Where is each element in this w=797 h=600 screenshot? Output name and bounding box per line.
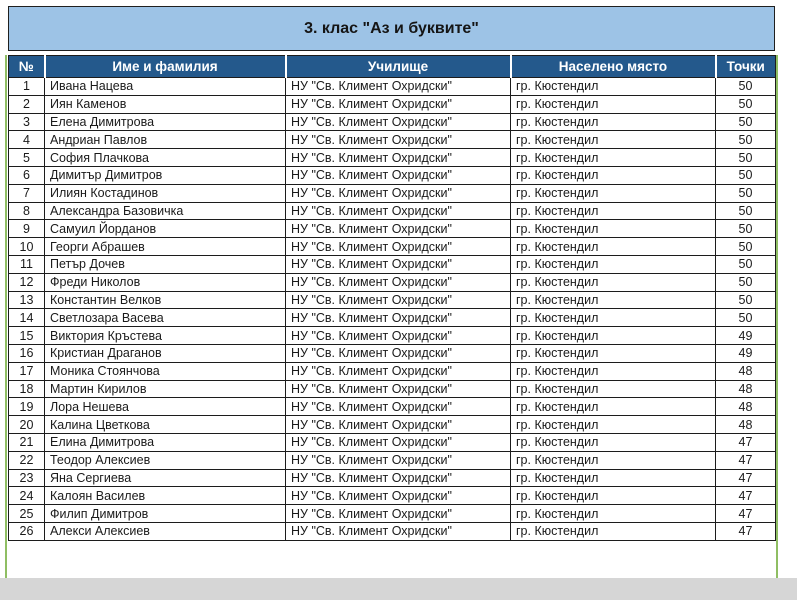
row-number-cell: 3	[9, 113, 45, 131]
row-number-cell: 13	[9, 291, 45, 309]
student-name-cell: Калина Цветкова	[45, 416, 286, 434]
settlement-cell: гр. Кюстендил	[511, 255, 716, 273]
row-number-cell: 6	[9, 166, 45, 184]
points-cell: 50	[716, 309, 776, 327]
table-row	[9, 309, 776, 327]
column-header-points: Точки	[716, 56, 776, 78]
column-header-name: Име и фамилия	[45, 56, 286, 78]
table-row	[9, 344, 776, 362]
table-body	[9, 78, 776, 541]
table-row	[9, 184, 776, 202]
school-cell: НУ "Св. Климент Охридски"	[286, 380, 511, 398]
page-break-line-right	[776, 55, 778, 578]
student-name-cell: Димитър Димитров	[45, 166, 286, 184]
school-cell: НУ "Св. Климент Охридски"	[286, 220, 511, 238]
points-cell: 50	[716, 166, 776, 184]
points-cell: 48	[716, 416, 776, 434]
settlement-cell: гр. Кюстендил	[511, 416, 716, 434]
student-name-cell: Фреди Николов	[45, 273, 286, 291]
student-name-cell: Мартин Кирилов	[45, 380, 286, 398]
table-row	[9, 220, 776, 238]
school-cell: НУ "Св. Климент Охридски"	[286, 78, 511, 96]
table-row	[9, 416, 776, 434]
settlement-cell: гр. Кюстендил	[511, 327, 716, 345]
student-name-cell: Самуил Йорданов	[45, 220, 286, 238]
row-number-cell: 8	[9, 202, 45, 220]
row-number-cell: 16	[9, 344, 45, 362]
points-cell: 47	[716, 505, 776, 523]
table-row	[9, 451, 776, 469]
school-cell: НУ "Св. Климент Охридски"	[286, 273, 511, 291]
school-cell: НУ "Св. Климент Охридски"	[286, 291, 511, 309]
points-cell: 50	[716, 220, 776, 238]
student-name-cell: Ивана Нацева	[45, 78, 286, 96]
settlement-cell: гр. Кюстендил	[511, 380, 716, 398]
school-cell: НУ "Св. Климент Охридски"	[286, 344, 511, 362]
table-row	[9, 113, 776, 131]
table-row	[9, 398, 776, 416]
row-number-cell: 4	[9, 131, 45, 149]
points-cell: 50	[716, 149, 776, 167]
student-name-cell: Теодор Алексиев	[45, 451, 286, 469]
school-cell: НУ "Св. Климент Охридски"	[286, 131, 511, 149]
student-name-cell: Александра Базовичка	[45, 202, 286, 220]
school-cell: НУ "Св. Климент Охридски"	[286, 398, 511, 416]
settlement-cell: гр. Кюстендил	[511, 184, 716, 202]
row-number-cell: 22	[9, 451, 45, 469]
row-number-cell: 5	[9, 149, 45, 167]
school-cell: НУ "Св. Климент Охридски"	[286, 309, 511, 327]
row-number-cell: 10	[9, 238, 45, 256]
school-cell: НУ "Св. Климент Охридски"	[286, 184, 511, 202]
student-name-cell: Моника Стоянчова	[45, 362, 286, 380]
settlement-cell: гр. Кюстендил	[511, 362, 716, 380]
page-margin-strip	[0, 578, 797, 600]
settlement-cell: гр. Кюстендил	[511, 344, 716, 362]
row-number-cell: 26	[9, 522, 45, 540]
page-title: 3. клас "Аз и буквите"	[8, 6, 775, 51]
school-cell: НУ "Св. Климент Охридски"	[286, 433, 511, 451]
student-name-cell: Елена Димитрова	[45, 113, 286, 131]
points-cell: 49	[716, 344, 776, 362]
student-name-cell: Иян Каменов	[45, 95, 286, 113]
points-cell: 50	[716, 255, 776, 273]
table-row	[9, 487, 776, 505]
column-header-settlement: Населено място	[511, 56, 716, 78]
student-name-cell: Лора Нешева	[45, 398, 286, 416]
row-number-cell: 1	[9, 78, 45, 96]
table-row	[9, 469, 776, 487]
student-name-cell: Яна Сергиева	[45, 469, 286, 487]
row-number-cell: 18	[9, 380, 45, 398]
spreadsheet-page	[8, 6, 775, 541]
points-cell: 48	[716, 380, 776, 398]
student-name-cell: Илиян Костадинов	[45, 184, 286, 202]
points-cell: 49	[716, 327, 776, 345]
table-row	[9, 433, 776, 451]
student-name-cell: Петър Дочев	[45, 255, 286, 273]
student-name-cell: Филип Димитров	[45, 505, 286, 523]
school-cell: НУ "Св. Климент Охридски"	[286, 487, 511, 505]
page-break-line-left	[5, 55, 7, 578]
school-cell: НУ "Св. Климент Охридски"	[286, 149, 511, 167]
settlement-cell: гр. Кюстендил	[511, 309, 716, 327]
row-number-cell: 23	[9, 469, 45, 487]
row-number-cell: 12	[9, 273, 45, 291]
student-name-cell: Калоян Василев	[45, 487, 286, 505]
header-row	[9, 56, 776, 78]
settlement-cell: гр. Кюстендил	[511, 95, 716, 113]
student-name-cell: Георги Абрашев	[45, 238, 286, 256]
points-cell: 47	[716, 487, 776, 505]
points-cell: 47	[716, 522, 776, 540]
settlement-cell: гр. Кюстендил	[511, 166, 716, 184]
table-row	[9, 255, 776, 273]
row-number-cell: 17	[9, 362, 45, 380]
school-cell: НУ "Св. Климент Охридски"	[286, 113, 511, 131]
table-row	[9, 505, 776, 523]
row-number-cell: 9	[9, 220, 45, 238]
settlement-cell: гр. Кюстендил	[511, 220, 716, 238]
settlement-cell: гр. Кюстендил	[511, 131, 716, 149]
table-row	[9, 380, 776, 398]
row-number-cell: 11	[9, 255, 45, 273]
student-name-cell: Светлозара Васева	[45, 309, 286, 327]
settlement-cell: гр. Кюстендил	[511, 505, 716, 523]
student-name-cell: Андриан Павлов	[45, 131, 286, 149]
points-cell: 50	[716, 78, 776, 96]
settlement-cell: гр. Кюстендил	[511, 291, 716, 309]
table-row	[9, 273, 776, 291]
school-cell: НУ "Св. Климент Охридски"	[286, 416, 511, 434]
school-cell: НУ "Св. Климент Охридски"	[286, 522, 511, 540]
school-cell: НУ "Св. Климент Охридски"	[286, 166, 511, 184]
table-row	[9, 522, 776, 540]
school-cell: НУ "Св. Климент Охридски"	[286, 238, 511, 256]
student-name-cell: Виктория Кръстева	[45, 327, 286, 345]
school-cell: НУ "Св. Климент Охридски"	[286, 95, 511, 113]
table-row	[9, 327, 776, 345]
row-number-cell: 2	[9, 95, 45, 113]
row-number-cell: 7	[9, 184, 45, 202]
student-name-cell: София Плачкова	[45, 149, 286, 167]
points-cell: 50	[716, 238, 776, 256]
row-number-cell: 14	[9, 309, 45, 327]
row-number-cell: 20	[9, 416, 45, 434]
points-cell: 50	[716, 273, 776, 291]
school-cell: НУ "Св. Климент Охридски"	[286, 202, 511, 220]
settlement-cell: гр. Кюстендил	[511, 469, 716, 487]
settlement-cell: гр. Кюстендил	[511, 433, 716, 451]
student-name-cell: Кристиан Драганов	[45, 344, 286, 362]
settlement-cell: гр. Кюстендил	[511, 451, 716, 469]
table-row	[9, 362, 776, 380]
settlement-cell: гр. Кюстендил	[511, 273, 716, 291]
school-cell: НУ "Св. Климент Охридски"	[286, 362, 511, 380]
points-cell: 47	[716, 469, 776, 487]
row-number-cell: 19	[9, 398, 45, 416]
row-number-cell: 24	[9, 487, 45, 505]
settlement-cell: гр. Кюстендил	[511, 238, 716, 256]
points-cell: 48	[716, 362, 776, 380]
student-name-cell: Елина Димитрова	[45, 433, 286, 451]
points-cell: 50	[716, 113, 776, 131]
table-row	[9, 291, 776, 309]
table-row	[9, 202, 776, 220]
row-number-cell: 25	[9, 505, 45, 523]
column-header-school: Училище	[286, 56, 511, 78]
column-header-number: №	[9, 56, 45, 78]
settlement-cell: гр. Кюстендил	[511, 487, 716, 505]
points-cell: 50	[716, 95, 776, 113]
school-cell: НУ "Св. Климент Охридски"	[286, 255, 511, 273]
school-cell: НУ "Св. Климент Охридски"	[286, 327, 511, 345]
table-row	[9, 238, 776, 256]
settlement-cell: гр. Кюстендил	[511, 149, 716, 167]
table-row	[9, 166, 776, 184]
school-cell: НУ "Св. Климент Охридски"	[286, 451, 511, 469]
points-cell: 50	[716, 184, 776, 202]
student-name-cell: Алекси Алексиев	[45, 522, 286, 540]
table-row	[9, 149, 776, 167]
points-cell: 47	[716, 451, 776, 469]
points-cell: 50	[716, 291, 776, 309]
settlement-cell: гр. Кюстендил	[511, 398, 716, 416]
student-name-cell: Константин Велков	[45, 291, 286, 309]
points-cell: 50	[716, 131, 776, 149]
row-number-cell: 21	[9, 433, 45, 451]
school-cell: НУ "Св. Климент Охридски"	[286, 505, 511, 523]
table-row	[9, 95, 776, 113]
settlement-cell: гр. Кюстендил	[511, 78, 716, 96]
settlement-cell: гр. Кюстендил	[511, 522, 716, 540]
row-number-cell: 15	[9, 327, 45, 345]
table-row	[9, 78, 776, 96]
settlement-cell: гр. Кюстендил	[511, 202, 716, 220]
points-cell: 50	[716, 202, 776, 220]
school-cell: НУ "Св. Климент Охридски"	[286, 469, 511, 487]
points-cell: 48	[716, 398, 776, 416]
results-table	[8, 55, 776, 541]
points-cell: 47	[716, 433, 776, 451]
table-row	[9, 131, 776, 149]
settlement-cell: гр. Кюстендил	[511, 113, 716, 131]
